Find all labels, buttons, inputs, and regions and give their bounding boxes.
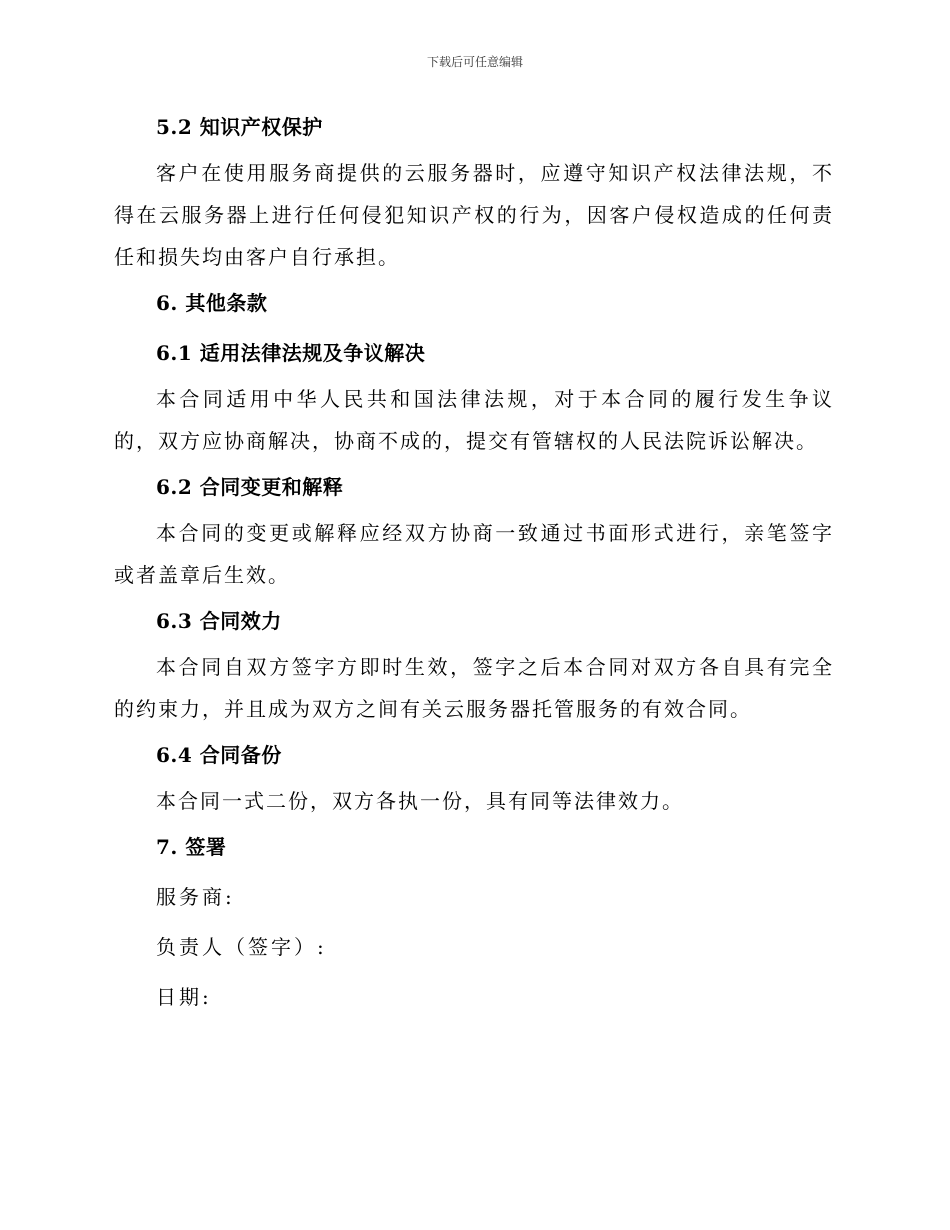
section-6-4-title: 6.4 合同备份 [156,743,282,767]
section-7-title: 7. 签署 [156,835,227,859]
section-6-3-body: 本合同自双方签字方即时生效，签字之后本合同对双方各自具有完全的约束力，并且成为双方之间有关云服务器托管服务的有效合同。 [114,655,834,721]
page-header: 下载后可任意编辑 [426,55,523,69]
section-5-2-title: 5.2 知识产权保护 [156,115,323,139]
signature-date-label: 日期: [156,985,212,1009]
section-6-1-title: 6.1 适用法律法规及争议解决 [156,341,426,365]
signature-provider-label: 服务商: [156,885,235,909]
section-6-3-title: 6.3 合同效力 [156,609,282,633]
section-6-2-title: 6.2 合同变更和解释 [156,475,344,499]
section-6-1-body: 本合同适用中华人民共和国法律法规，对于本合同的履行发生争议的，双方应协商解决，协商不成的，提交有管辖权的人民法院诉讼解决。 [114,387,834,453]
section-6-2-body: 本合同的变更或解释应经双方协商一致通过书面形式进行，亲笔签字或者盖章后生效。 [114,521,834,587]
document-content [114,110,834,1014]
signature-person-label: 负责人（签字）: [156,935,327,959]
section-5-2-body: 客户在使用服务商提供的云服务器时，应遵守知识产权法律法规，不得在云服务器上进行任何侵犯知识产权的行为，因客户侵权造成的任何责任和损失均由客户自行承担。 [114,161,834,269]
section-6-4-body: 本合同一式二份，双方各执一份，具有同等法律效力。 [156,789,684,813]
section-6-title: 6. 其他条款 [156,291,268,315]
